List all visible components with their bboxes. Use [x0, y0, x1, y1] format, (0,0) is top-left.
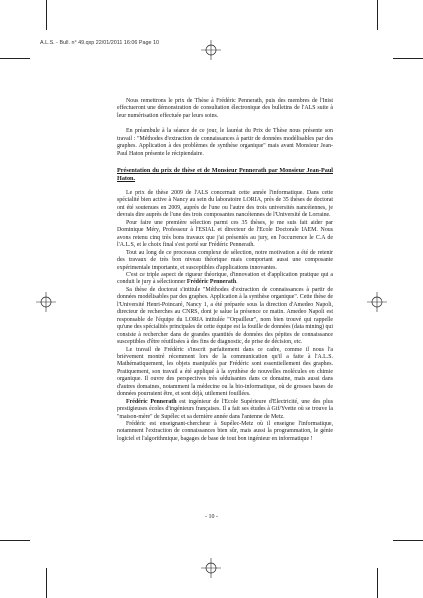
crop-mark-top-left-v — [46, 0, 47, 30]
paragraph-text: Le travail de Frédéric s'inscrit parfaitement dans ce cadre, comme il nous l'a brièvement montré récemment lors de la communication qu'il a faite à l'A.L.S. Mathématiquement, les objets manipulés par Frédéric sont essentiellement des graphes. Pratiquement, son travail a été appliqué à la synthèse de nouvelles molécules en chimie organique. Il ouvre des perspectives très séduisantes dans ce domaine, mais aussi dans d'autres domaines, notamment la médecine ou la bio-informatique, où de grosses bases de données pourraient être, et sont déjà, utilement fouillées. — [117, 346, 333, 398]
registration-mark-left — [36, 292, 56, 312]
bold-name: Frédéric Pennerath — [126, 398, 177, 405]
paragraph-text: Pour faire une première sélection parmi ces 35 thèses, je me suis fait aider par Dominique Méry, Professeur à l'ESIAL et directeur de l'Ecole Doctorale IAEM. Nous avons retenu cinq très bons travaux que j'ai présentés au jury, en l'occurrence le C.A de l'A.L.S, et le choix final s'est porté sur Frédéric Pennerath. — [117, 219, 333, 249]
body-paragraph — [117, 399, 333, 421]
crop-mark-top-right — [393, 58, 423, 59]
crop-mark-bottom-right — [393, 540, 423, 541]
paragraph-text: . — [236, 279, 238, 286]
intro-paragraph: En préambule à la séance de ce jour, le lauréat du Prix de Thèse nous présente son travail : "Méthodes d'extraction de connaissances à partir de données modélisables par des graphes. Application à des problèmes de synthèse organique" mais avant Monsieur Jean-Paul Haton présente le récipiendaire. — [117, 128, 333, 157]
body-paragraph — [117, 421, 333, 443]
body-paragraph — [117, 272, 333, 287]
body-paragraphs — [117, 190, 333, 443]
crop-mark-bottom-right-v — [377, 568, 378, 598]
body-paragraph — [117, 287, 333, 347]
paragraph-text: Tout au long de ce processus complexe de sélection, notre motivation a été de retenir des travaux de très bon niveau théorique mais comportant aussi une composante expérimentale importante, et susceptibles d'applications innovantes. — [117, 249, 333, 271]
section-heading: Présentation du prix de thèse et de Monsieur Pennerath par Monsieur Jean-Paul Haton. — [117, 167, 333, 182]
paragraph-text: Sa thèse de doctorat s'intitule "Méthodes d'extraction de connaissances à partir de données modélisables par des graphes. Application à la synthèse organique". Cette thèse de l'Université Henri-Poincaré, Nancy 1, a été préparée sous la direction d'Amedeo Napoli, directeur de recherches au CNRS, dont je salue la présence ce matin. Amedeo Napoli est responsable de l'équipe du LORIA intitulée "Orpailleur", nom bien trouvé qui rappelle qu'une des spécialités principales de cette équipe est la fouille de données (data mining) qui consiste à rechercher dans de grandes quantités de données des pépites de connaissance susceptibles d'être réutilisées à des fins de diagnostic, de prise de décision, etc. — [117, 286, 333, 346]
body-paragraph — [117, 347, 333, 399]
paragraph-text: Frédéric est enseignant-chercheur à Supélec-Metz où il enseigne l'informatique, notamment l'extraction de connaissances bien sûr, mais aussi la programmation, le génie logiciel et l'algorithmique, bagages de base de tout bon ingénieur en informatique ! — [117, 421, 333, 442]
page-number: - 10 - — [205, 514, 218, 520]
crop-mark-bottom-left-v — [46, 568, 47, 598]
paragraph-text: est ingénieur de l'Ecole Supérieure d'Electricité, une des plus prestigieuses écoles d'ingénieurs françaises. Il a fait ses études à Gif/Yvette où se trouve la "maison-mère" de Supélec et sa dernière année dans l'antenne de Metz. — [117, 398, 334, 420]
print-slug: A.L.S. - Bull. n° 49.qxp 22/01/2011 16:06 Page 10 — [40, 40, 159, 46]
paragraph-text: Le prix de thèse 2009 de l'ALS concernait cette année l'informatique. Dans cette spécialité bien active à Nancy au sein du laboratoire LORIA, près de 35 thèses de doctorat ont été soutenues en 2009, auprès de l'une ou l'autre des trois universités nancéiennes, je devrais dire auprès de l'une des trois composantes nancéiennes de l'Université de Lorraine. — [117, 189, 333, 219]
crop-mark-top-right-v — [377, 0, 378, 30]
registration-mark-bottom — [201, 558, 221, 578]
body-paragraph — [117, 220, 333, 250]
body-paragraph — [117, 190, 333, 220]
page-body — [117, 98, 333, 443]
intro-paragraph: Nous remettrons le prix de Thèse à Frédéric Pennerath, puis des membres de l'Inist effectueront une démonstration de consultation électronique des bulletins de l'ALS suite à leur numérisation effectuée par leurs soins. — [117, 98, 333, 119]
registration-mark-top — [201, 40, 221, 60]
crop-mark-top-left — [0, 58, 30, 59]
body-paragraph — [117, 250, 333, 272]
registration-mark-right — [367, 292, 387, 312]
paragraph-text: C'est ce triple aspect de rigueur théorique, d'innovation et d'application pratique qui a conduit le jury à sélectionner — [117, 271, 333, 286]
bold-name: Frédéric Pennerath — [186, 279, 237, 286]
crop-mark-bottom-left — [0, 540, 30, 541]
